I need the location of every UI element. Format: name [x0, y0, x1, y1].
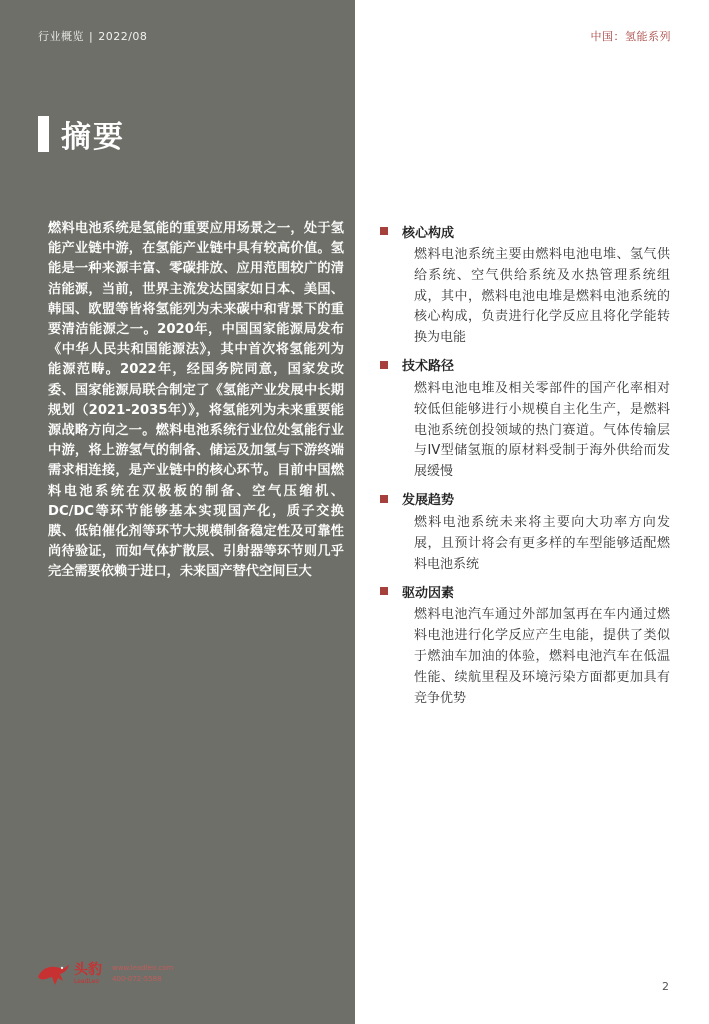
logo-phone: 400-072-5588 [112, 975, 162, 983]
section-body: 燃料电池系统未来将主要向大功率方向发展，且预计将会有更多样的车型能够适配燃料电池系统 [414, 514, 670, 572]
logo-text [74, 962, 102, 986]
report-date: 2022/08 [98, 30, 148, 43]
section-title: 驱动因素 [402, 585, 455, 601]
section-title: 发展趋势 [402, 493, 455, 509]
square-bullet-icon [380, 361, 388, 369]
title-bar-decoration [38, 116, 49, 152]
leadleo-logo [36, 958, 206, 990]
section-core-composition [380, 221, 670, 349]
logo-contact [112, 963, 173, 985]
leopard-logo-icon [36, 959, 70, 989]
header-separator: | [89, 30, 94, 43]
section-driving-factors [380, 581, 670, 709]
key-points [380, 221, 670, 715]
square-bullet-icon [380, 495, 388, 503]
report-category: 行业概览 [38, 30, 84, 43]
section-head [380, 489, 670, 509]
section-body: 燃料电池电堆及相关零部件的国产化率相对较低但能够进行小规模自主化生产，是燃料电池系统创投领域的热门赛道。气体传输层与IV型储氢瓶的原材料受制于海外供给而发展缓慢 [414, 380, 670, 480]
square-bullet-icon [380, 587, 388, 595]
section-title: 技术路径 [402, 359, 455, 375]
report-series: 中国：氢能系列 [590, 30, 671, 43]
header-left [38, 28, 147, 44]
logo-name-cn: 头豹 [74, 962, 102, 978]
section-head [380, 221, 670, 241]
section-head [380, 355, 670, 375]
section-technical-path [380, 355, 670, 483]
summary-text: 燃料电池系统是氢能的重要应用场景之一，处于氢能产业链中游，在氢能产业链中具有较高价值。氢能是一种来源丰富、零碳排放、应用范围较广的清洁能源，当前，世界主流发达国家如日本、美国、韩国、欧盟等皆将氢能列为未来碳中和背景下的重要清洁能源之一。2020年，中国国家能源局发布《中华人民共和国能源法》，其中首次将氢能列为能源范畴。2022年，经国务院同意，国家发改委、国家能源局联合制定了《氢能产业发展中长期规划（2021-2035年）》，将氢能列为未来重要能源战略方向之一。燃料电池系统行业位处氢能行业中游，将上游氢气的制备、储运及加氢与下游终端需求相连接，是产业链中的核心环节。目前中国燃料电池系统在双极板的制备、空气压缩机、DC/DC等环节能够基本实现国产化，质子交换膜、低铂催化剂等环节大规模制备稳定性及可靠性尚待验证，而如气体扩散层、引射器等环节则几乎完全需要依赖于进口，未来国产替代空间巨大 [48, 221, 344, 580]
square-bullet-icon [380, 227, 388, 235]
section-development-trend [380, 489, 670, 575]
page-title: 摘要 [61, 120, 125, 155]
title-block [38, 115, 125, 153]
page-number: 2 [662, 980, 669, 993]
section-title: 核心构成 [402, 225, 455, 241]
section-body: 燃料电池系统主要由燃料电池电堆、氢气供给系统、空气供给系统及水热管理系统组成，其中，燃料电池电堆是燃料电池系统的核心构成，负责进行化学反应且将化学能转换为电能 [414, 247, 670, 346]
logo-website: www.leadleo.com [112, 964, 174, 972]
section-body: 燃料电池汽车通过外部加氢再在车内通过燃料电池进行化学反应产生电能，提供了类似于燃油车加油的体验，燃料电池汽车在低温性能、续航里程及环境污染方面都更加具有竞争优势 [414, 607, 670, 706]
section-head [380, 581, 670, 601]
logo-name-en: LeadLeo [74, 978, 100, 985]
